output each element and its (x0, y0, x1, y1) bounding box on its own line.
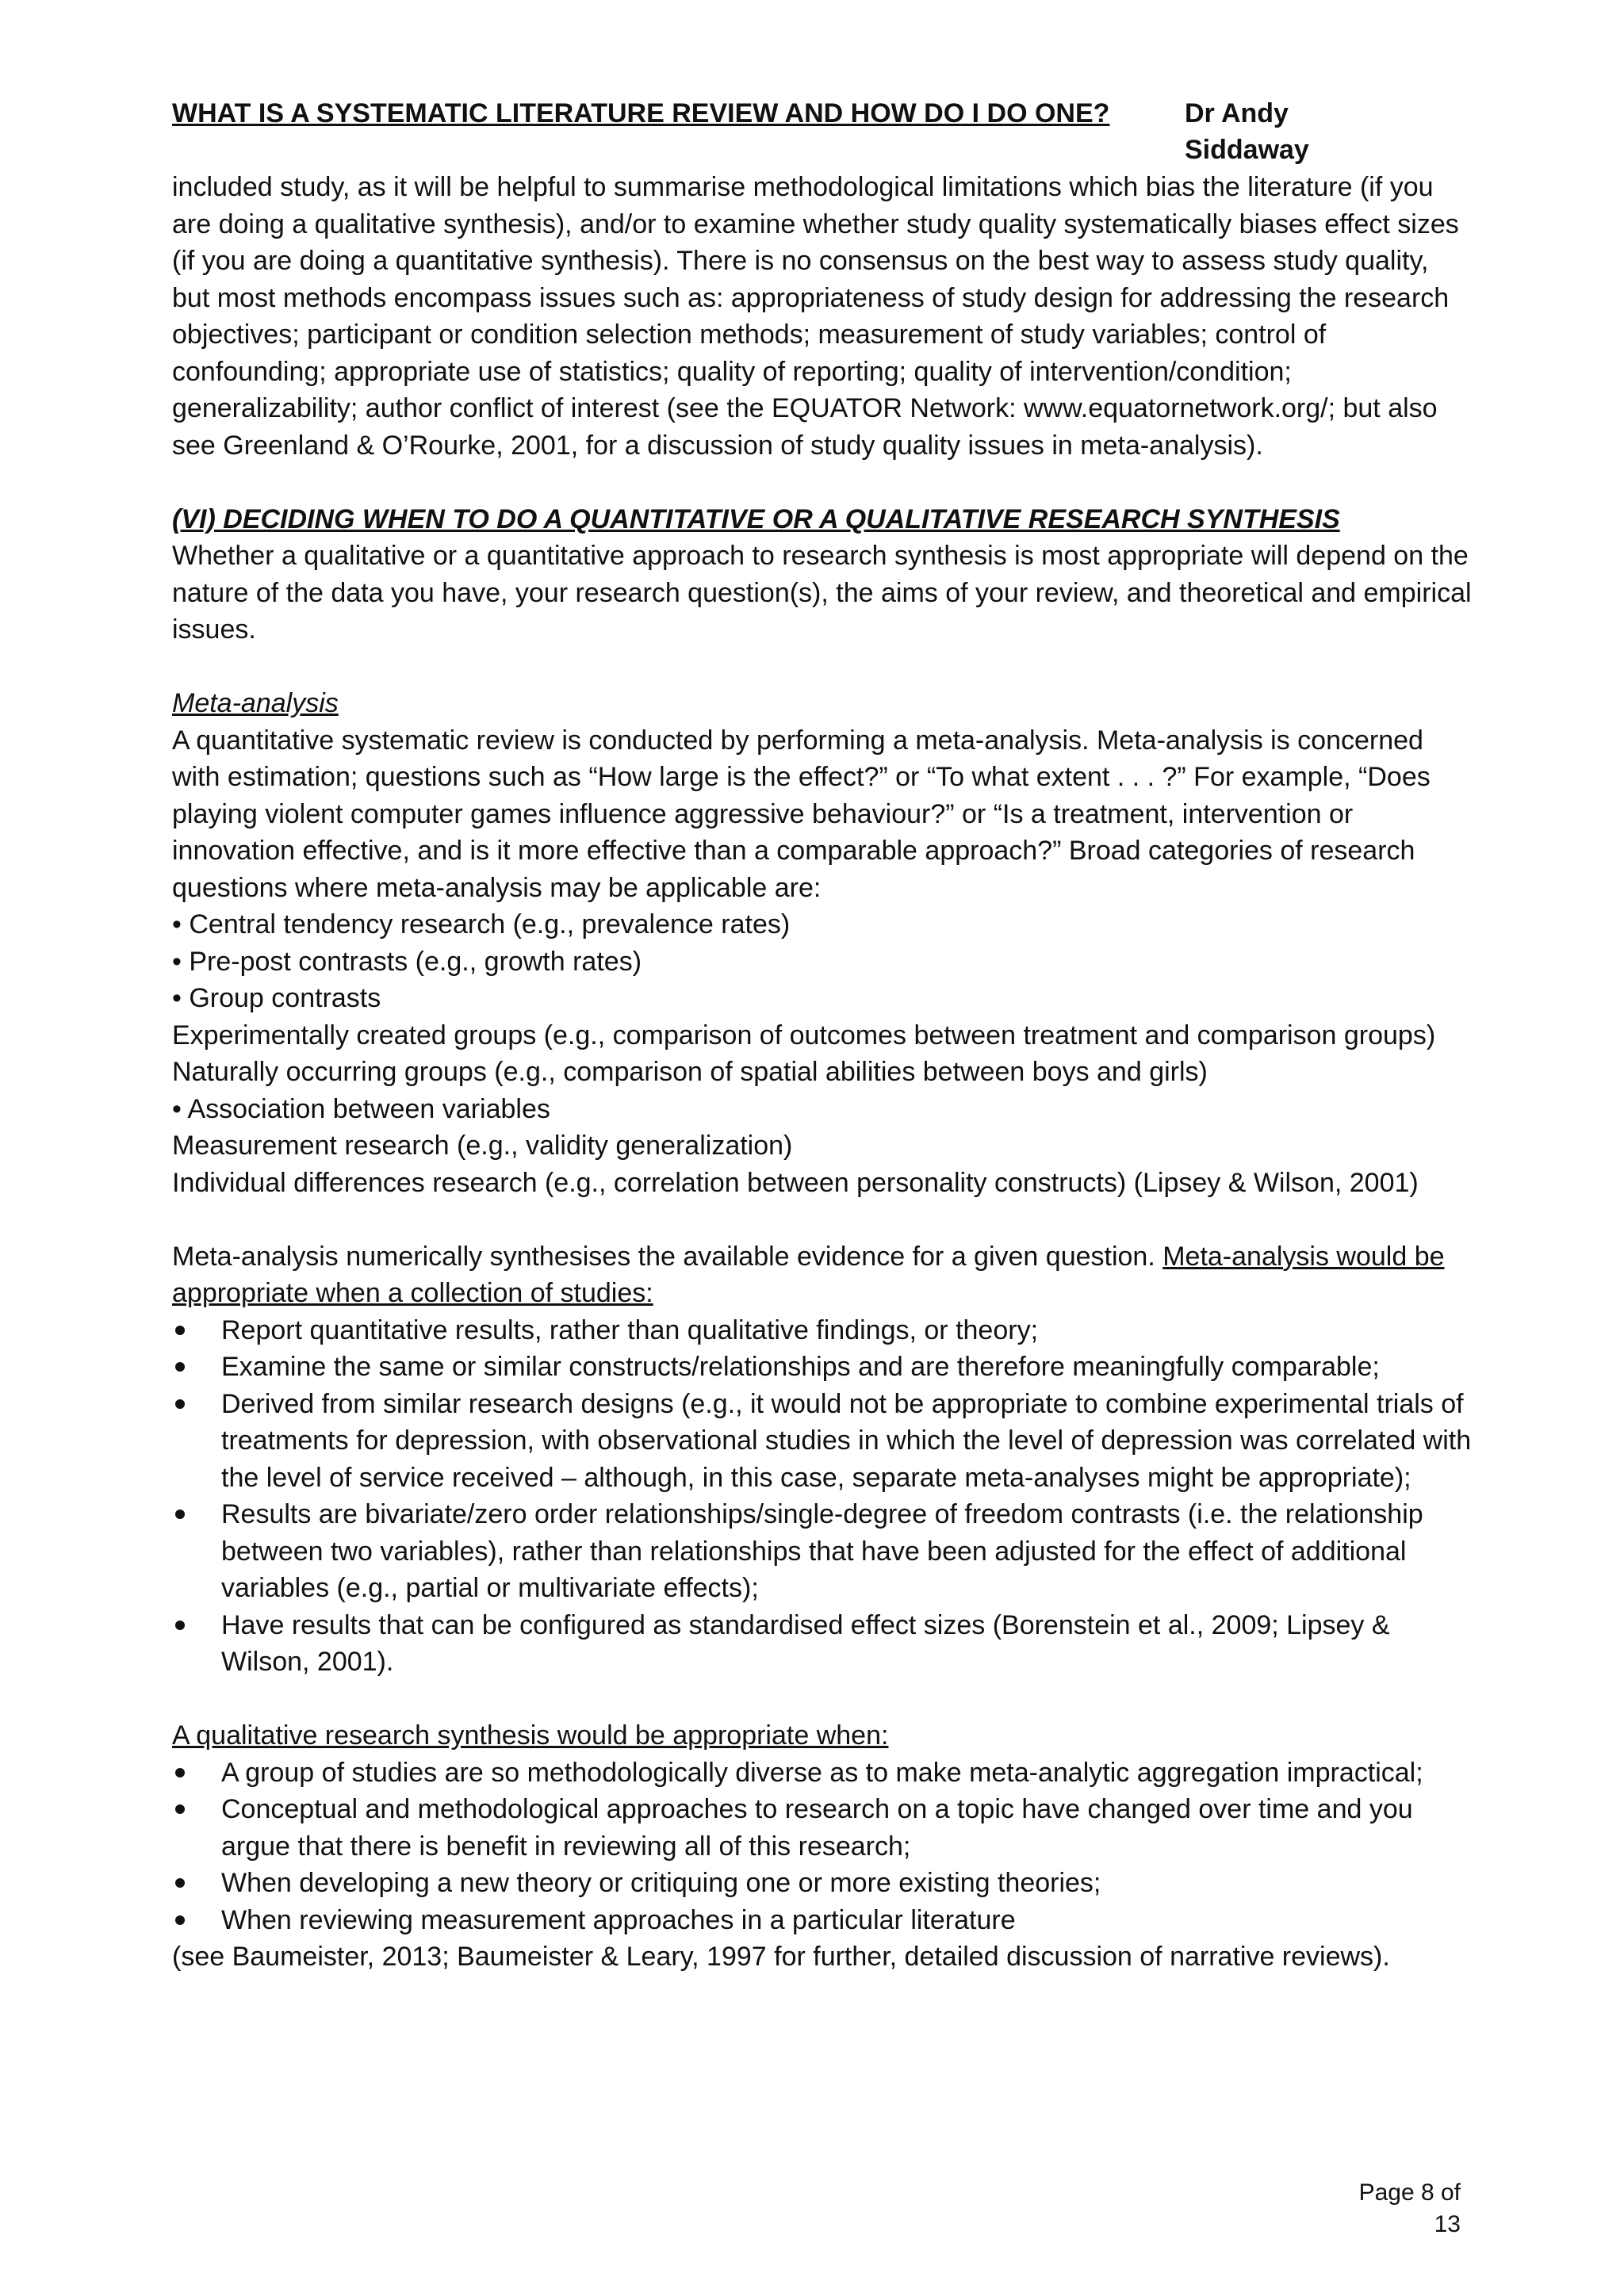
meta-analysis-intro: A quantitative systematic review is conducted by performing a meta-analysis. Meta-analysis is concerned with estimation; questions such as “How large is the effect?” or “To what extent . . . ?” For example, “Does playing violent computer games influence aggressive behaviour?” or “Is a treatment, intervention or innovation effective, and is it more effective than a comparable approach?” Broad categories of research questions where meta-analysis may be applicable are: (172, 725, 1431, 903)
list-item: • Pre-post contrasts (e.g., growth rates) (172, 946, 642, 977)
meta-analysis-criteria-list (172, 1312, 1473, 1681)
list-item: • Central tendency research (e.g., prevalence rates) (172, 909, 791, 939)
synthesis-underlined-text: Meta-analysis would be appropriate when a collection of studies: (172, 1241, 1445, 1308)
list-subitem: Experimentally created groups (e.g., comparison of outcomes between treatment and comparison groups) (172, 1020, 1436, 1050)
list-item (172, 1349, 1473, 1386)
qualitative-synthesis-heading: A qualitative research synthesis would be appropriate when: (172, 1720, 889, 1751)
list-item (172, 1755, 1473, 1792)
list-item (172, 1865, 1473, 1902)
synthesis-text: Meta-analysis numerically synthesises the available evidence for a given question. (172, 1241, 1163, 1272)
list-item-text: Have results that can be configured as standardised effect sizes (Borenstein et al., 2009; Lipsey & Wilson, 2001). (221, 1609, 1390, 1677)
page-number: Page 8 of 13 (1358, 2179, 1461, 2237)
list-item-text: When developing a new theory or critiquing one or more existing theories; (221, 1868, 1101, 1898)
author-name: Dr Andy Siddaway (1185, 98, 1309, 165)
list-item-text: Conceptual and methodological approaches to research on a topic have changed over time and you argue that there is benefit in reviewing all of this research; (221, 1794, 1413, 1862)
continuation-paragraph: included study, as it will be helpful to summarise methodological limitations which bias the literature (if you are doing a qualitative synthesis), and/or to examine whether study quality systematically biases effect sizes (if you are doing a quantitative synthesis). There is no consensus on the best way to assess study quality, but most methods encompass issues such as: appropriateness of study design for addressing the research objectives; participant or condition selection methods; measurement of study variables; control of confounding; appropriate use of statistics; quality of reporting; quality of intervention/condition; generalizability; author conflict of interest (see the EQUATOR Network: www.equatornetwork.org/; but also see Greenland & O’Rourke, 2001, for a discussion of study quality issues in meta-analysis). (172, 172, 1459, 461)
list-item (172, 1902, 1473, 1939)
section-heading: (VI) DECIDING WHEN TO DO A QUANTITATIVE OR A QUALITATIVE RESEARCH SYNTHESIS (172, 503, 1340, 534)
list-item (172, 1312, 1473, 1349)
list-item: • Group contrasts (172, 983, 381, 1013)
list-item-text: Report quantitative results, rather than qualitative findings, or theory; (221, 1314, 1039, 1345)
list-item-text: Derived from similar research designs (e.g., it would not be appropriate to combine experimental trials of treatments for depression, with observational studies in which the level of depression was correlated with the level of service received – although, in this case, separate meta-analyses might be appropriate); (221, 1388, 1472, 1493)
list-item-text: When reviewing measurement approaches in a particular literature (221, 1904, 1016, 1935)
bullet-icon (175, 1510, 185, 1519)
list-item-text: Examine the same or similar constructs/relationships and are therefore meaningfully comparable; (221, 1352, 1380, 1382)
document-body (172, 169, 1473, 1976)
research-categories-list (172, 906, 1473, 1201)
qualitative-criteria-list (172, 1755, 1473, 1939)
bullet-icon (175, 1915, 185, 1925)
meta-analysis-synthesis-paragraph (172, 1238, 1473, 1312)
list-item-text: A group of studies are so methodologically diverse as to make meta-analytic aggregation impractical; (221, 1757, 1423, 1788)
section-intro-paragraph: Whether a qualitative or a quantitative approach to research synthesis is most appropriate will depend on the nature of the data you have, your research question(s), the aims of your review, and theoretical and empirical issues. (172, 541, 1472, 645)
closing-reference: (see Baumeister, 2013; Baumeister & Leary, 1997 for further, detailed discussion of narrative reviews). (172, 1942, 1390, 1972)
bullet-icon (175, 1399, 185, 1409)
bullet-icon (175, 1326, 185, 1335)
bullet-icon (175, 1804, 185, 1814)
list-subitem: Measurement research (e.g., validity generalization) (172, 1131, 793, 1161)
list-item (172, 1607, 1473, 1681)
bullet-icon (175, 1878, 185, 1888)
bullet-icon (175, 1768, 185, 1777)
list-item (172, 1386, 1473, 1497)
document-title: WHAT IS A SYSTEMATIC LITERATURE REVIEW AND HOW DO I DO ONE? (172, 98, 1110, 128)
list-item: • Association between variables (172, 1093, 550, 1124)
list-subitem: Naturally occurring groups (e.g., comparison of spatial abilities between boys and girls) (172, 1057, 1208, 1087)
bullet-icon (175, 1621, 185, 1630)
list-item-text: Results are bivariate/zero order relationships/single-degree of freedom contrasts (i.e. the relationship between two variables), rather than relationships that have been adjusted for the effect of additional variables (e.g., partial or multivariate effects); (221, 1499, 1423, 1603)
list-item (172, 1496, 1473, 1607)
bullet-icon (175, 1362, 185, 1372)
list-subitem: Individual differences research (e.g., correlation between personality constructs) (Lipsey & Wilson, 2001) (172, 1167, 1419, 1198)
list-item (172, 1791, 1473, 1865)
meta-analysis-heading: Meta-analysis (172, 688, 339, 718)
